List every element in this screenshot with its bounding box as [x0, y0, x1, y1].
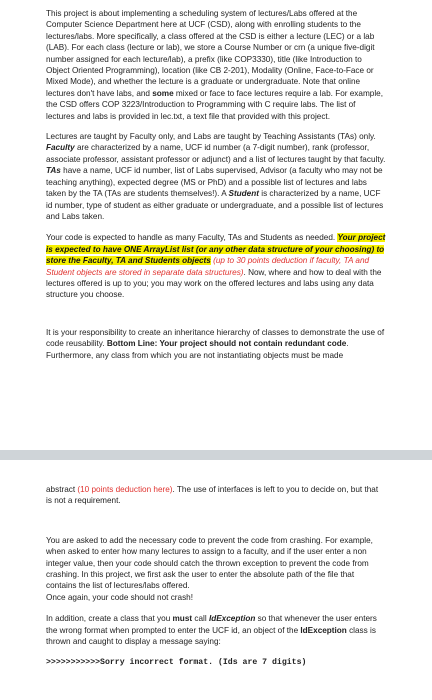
paragraph-exception-handling: You are asked to add the necessary code to prevent the code from crashing. For example, when asked to enter how many lectures to assign to a faculty, and if the user enter a non integer value, then your code should catch the thrown exception to prevent the code from crashing. In this project, we first ask the user to enter the absolute path of the file that contains the list of lectures/labs offered. Once again, your code should not crash! [46, 535, 373, 602]
deduction-note: (up to 30 points deduction if faculty, TA and Student objects are stored in separate data structures) [46, 256, 370, 277]
highlighted-requirement: Your project is expected to have ONE ArrayList list (or any other data structure of your choosing) to store the Faculty, TA and Students objects [46, 233, 386, 266]
deduction-note-abstract: (10 points deduction here) [75, 485, 173, 494]
paragraph-id-exception: In addition, create a class that you must call IdException so that whenever the user enters the wrong format when prompted to enter the UCF id, an object of the IdException class is thrown and caught to display a message saying: [46, 614, 377, 647]
paragraph-project-overview: This project is about implementing a scheduling system of lectures/Labs offered at the Computer Science Department here at UCF (CSD), along with enrolling students to the lectures/labs. More specifically, a class offered at the CSD is either a lecture (LEC) or a lab (LAB). For each class (lecture or lab), we store a Course Number or crn (a unique five-digit number assigned for each lecture/lab), a prefix (like COP3330), title (like Introduction to Object Oriented Programming), location (like CB 2-201), Modality (Online, Face-to-Face or Mixed Mode), and whether the lecture is a graduate or undergraduate. Note that online lectures don't have labs, and some mixed or face to face lectures require a lab. For example, the CSD offers COP 3223/Introduction to Programming with C require labs. The list of lectures and labs is provided in lec.txt, a text file that provided with this project. [46, 9, 383, 121]
bottom-line-note: Bottom Line: Your project should not contain redundant code [106, 339, 347, 349]
paragraph-staff-description: Lectures are taught by Faculty only, and Labs are taught by Teaching Assistants (TAs) only. Faculty are characterized by a name, UCF id number (a 7-digit number), rank (professor, associate professor, assistant professor or adjunct) and a list of lectures taught by that faculty. TAs have a name, UCF id number, list of Labs supervised, Advisor (a faculty who may not be teaching anything), expected degree (MS or PhD) and a possible list of lectures and labs taken by the TA (TAs are students themselves!). A Student is characterized by a name, UCF id number, type of student as either graduate or undergraduate, and a possible list of lectures and Labs taken. [46, 132, 386, 221]
paragraph-abstract: abstract (10 points deduction here). The use of interfaces is left to you to decide on, but that is not a requirement. [46, 485, 379, 506]
paragraph-inheritance: It is your responsibility to create an inheritance hierarchy of classes to demonstrate the use of code reusability. Bottom Line: Your project should not contain redundant code. Furthermore, any class from which you are not instantiating objects must be made [46, 327, 385, 360]
page-separator [0, 450, 432, 460]
document-page-2 [0, 460, 432, 700]
console-output-line: >>>>>>>>>>>Sorry incorrect format. (Ids are 7 digits) [46, 658, 307, 668]
paragraph-data-structure-requirement: Your code is expected to handle as many Faculty, TAs and Students as needed. Your project is expected to have ONE ArrayList list (or any other data structure of your choosing) to store the Faculty, TA and Students objects (up to 30 points deduction if faculty, TA and Student objects are stored in separate data structures). Now, where and how to deal with the lectures offered is up to you; you may work on the offered lectures and labs using any data structure you choose. [46, 233, 386, 300]
